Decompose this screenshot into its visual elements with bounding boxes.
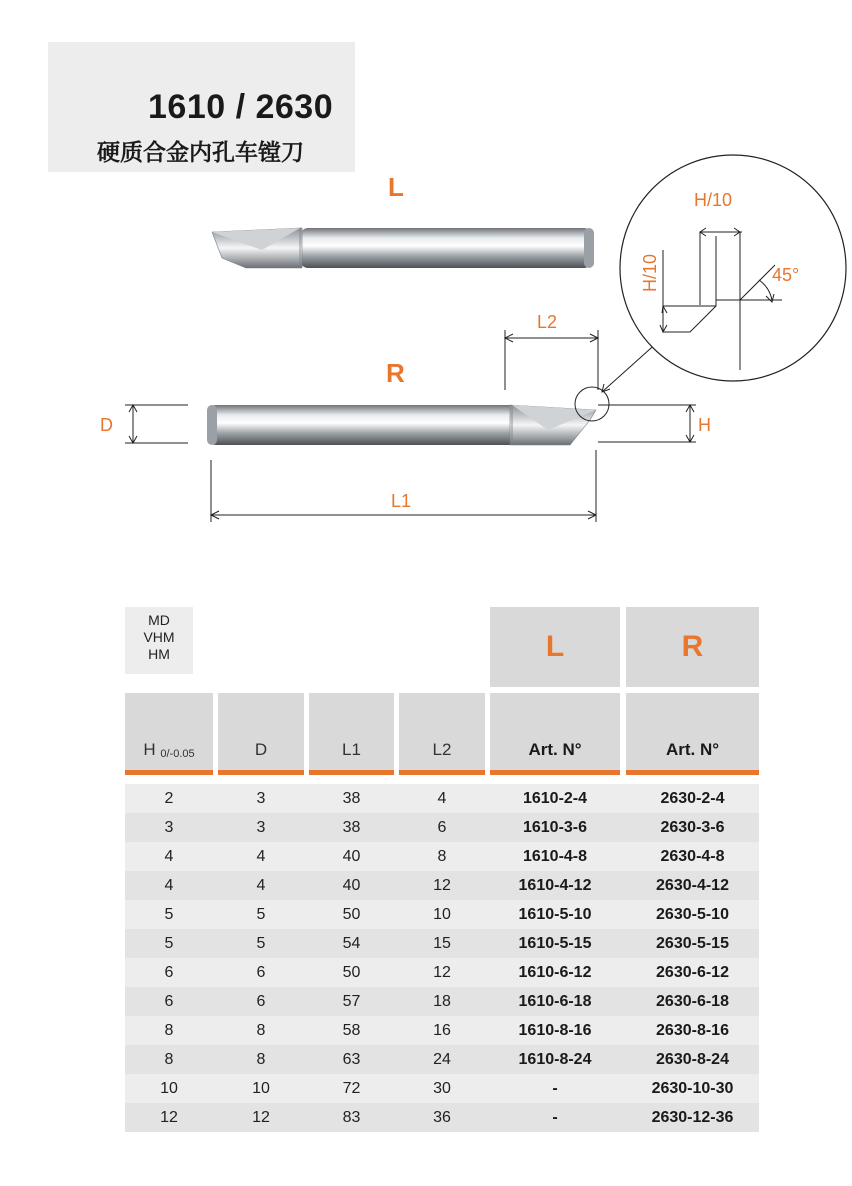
cell-l2: 10: [433, 906, 451, 923]
col-header-d: D: [218, 693, 304, 770]
cell-l2: 8: [437, 848, 447, 865]
tool-diagram: [0, 0, 852, 560]
table-row: [125, 958, 759, 987]
detail-view: [620, 155, 846, 381]
detail-h10-top: H/10: [694, 190, 733, 210]
cell-art-left: 1610-8-16: [518, 1022, 592, 1039]
cell-art-right: 2630-6-12: [656, 964, 729, 981]
cell-h: 5: [164, 935, 174, 952]
cell-d: 5: [256, 906, 266, 923]
cell-l1: 63: [342, 1051, 361, 1068]
material-hm: HM: [148, 646, 170, 662]
cell-art-left: -: [552, 1080, 558, 1097]
cell-l2: 36: [433, 1109, 451, 1126]
header-underline: [309, 770, 394, 775]
cell-l1: 58: [342, 1022, 361, 1039]
table-row: [125, 929, 759, 958]
cell-d: 3: [256, 819, 266, 836]
cell-art-right: 2630-4-8: [660, 848, 725, 865]
table-row: [125, 1103, 759, 1132]
cell-h: 8: [164, 1022, 174, 1039]
cell-d: 3: [256, 790, 266, 807]
table-row: [125, 1016, 759, 1045]
cell-art-left: 1610-3-6: [522, 819, 588, 836]
cell-h: 6: [164, 964, 174, 981]
cell-h: 4: [164, 848, 174, 865]
right-hand-tool-image: [207, 405, 596, 445]
product-name-title: 硬质合金内孔车镗刀: [97, 140, 304, 166]
material-vhm: VHM: [143, 629, 175, 645]
cell-l2: 15: [433, 935, 451, 952]
cell-art-left: 1610-4-8: [522, 848, 588, 865]
col-header-l2: L2: [399, 693, 485, 770]
cell-l1: 40: [342, 877, 361, 894]
table-row: [125, 900, 759, 929]
cell-d: 5: [256, 935, 266, 952]
header-underline: [399, 770, 485, 775]
cell-h: 2: [164, 790, 174, 807]
cell-l2: 30: [433, 1080, 451, 1097]
dim-l1-label: L1: [391, 491, 412, 511]
cell-art-right: 2630-8-24: [656, 1051, 729, 1068]
cell-l2: 24: [433, 1051, 451, 1068]
cell-art-right: 2630-12-36: [651, 1109, 734, 1126]
cell-art-left: 1610-8-24: [518, 1051, 592, 1068]
cell-art-right: 2630-3-6: [660, 819, 725, 836]
table-row: [125, 1074, 759, 1103]
cell-h: 8: [164, 1051, 174, 1068]
table-row: [125, 813, 759, 842]
dim-h-label: H: [698, 415, 711, 435]
header-underline: [626, 770, 759, 775]
detail-h10-side: H/10: [640, 253, 660, 292]
cell-d: 6: [256, 964, 266, 981]
table-row: [125, 871, 759, 900]
left-hand-tool-image: [212, 228, 594, 268]
cell-d: 12: [252, 1109, 270, 1126]
cell-d: 8: [256, 1051, 266, 1068]
col-header-h-tolerance: 0/-0.05: [160, 748, 195, 760]
cell-l2: 12: [433, 964, 451, 981]
dim-d-label: D: [100, 415, 113, 435]
col-header-art-left: Art. N°: [490, 693, 620, 770]
cell-l1: 40: [342, 848, 361, 865]
dim-l2-label: L2: [537, 312, 558, 332]
cell-art-right: 2630-4-12: [656, 877, 729, 894]
cell-h: 12: [160, 1109, 178, 1126]
cell-l1: 38: [342, 790, 361, 807]
cell-art-right: 2630-8-16: [656, 1022, 729, 1039]
cell-art-right: 2630-6-18: [656, 993, 729, 1010]
cell-art-left: 1610-5-10: [518, 906, 592, 923]
group-header-right: R: [626, 607, 759, 687]
cell-h: 6: [164, 993, 174, 1010]
cell-d: 4: [256, 848, 266, 865]
cell-art-right: 2630-5-10: [656, 906, 729, 923]
header-underline: [490, 770, 620, 775]
cell-l1: 57: [342, 993, 361, 1010]
cell-l1: 50: [342, 964, 361, 981]
cell-d: 6: [256, 993, 266, 1010]
table-row: [125, 784, 759, 813]
label-right-hand: R: [386, 358, 405, 388]
table-row: [125, 842, 759, 871]
cell-art-right: 2630-2-4: [660, 790, 725, 807]
col-header-h: H 0/-0.05: [125, 693, 213, 770]
cell-h: 10: [160, 1080, 178, 1097]
cell-art-left: 1610-6-18: [518, 993, 592, 1010]
cell-d: 8: [256, 1022, 266, 1039]
cell-art-left: 1610-6-12: [518, 964, 592, 981]
cell-art-right: 2630-5-15: [656, 935, 729, 952]
group-header-left: L: [490, 607, 620, 687]
col-header-art-right: Art. N°: [626, 693, 759, 770]
cell-l2: 16: [433, 1022, 451, 1039]
cell-art-right: 2630-10-30: [651, 1080, 734, 1097]
header-underline: [125, 770, 213, 775]
cell-d: 10: [252, 1080, 270, 1097]
cell-l1: 72: [342, 1080, 361, 1097]
cell-l2: 6: [437, 819, 447, 836]
label-left-hand: L: [388, 172, 404, 202]
cell-art-left: 1610-4-12: [518, 877, 592, 894]
cell-art-left: 1610-2-4: [522, 790, 588, 807]
cell-d: 4: [256, 877, 266, 894]
table-row: [125, 1045, 759, 1074]
cell-l1: 54: [342, 935, 361, 952]
cell-art-left: -: [552, 1109, 558, 1126]
cell-art-left: 1610-5-15: [518, 935, 592, 952]
cell-h: 3: [164, 819, 174, 836]
cell-l2: 4: [437, 790, 447, 807]
product-code-title: 1610 / 2630: [148, 88, 334, 126]
cell-h: 4: [164, 877, 174, 894]
header-underline: [218, 770, 304, 775]
cell-l1: 83: [342, 1109, 361, 1126]
cell-l1: 38: [342, 819, 361, 836]
cell-l1: 50: [342, 906, 361, 923]
cell-l2: 18: [433, 993, 451, 1010]
detail-angle: 45°: [772, 265, 800, 285]
cell-h: 5: [164, 906, 174, 923]
material-grade-box: [125, 607, 193, 674]
col-header-l1: L1: [309, 693, 394, 770]
material-md: MD: [148, 612, 170, 628]
table-row: [125, 987, 759, 1016]
cell-l2: 12: [433, 877, 451, 894]
